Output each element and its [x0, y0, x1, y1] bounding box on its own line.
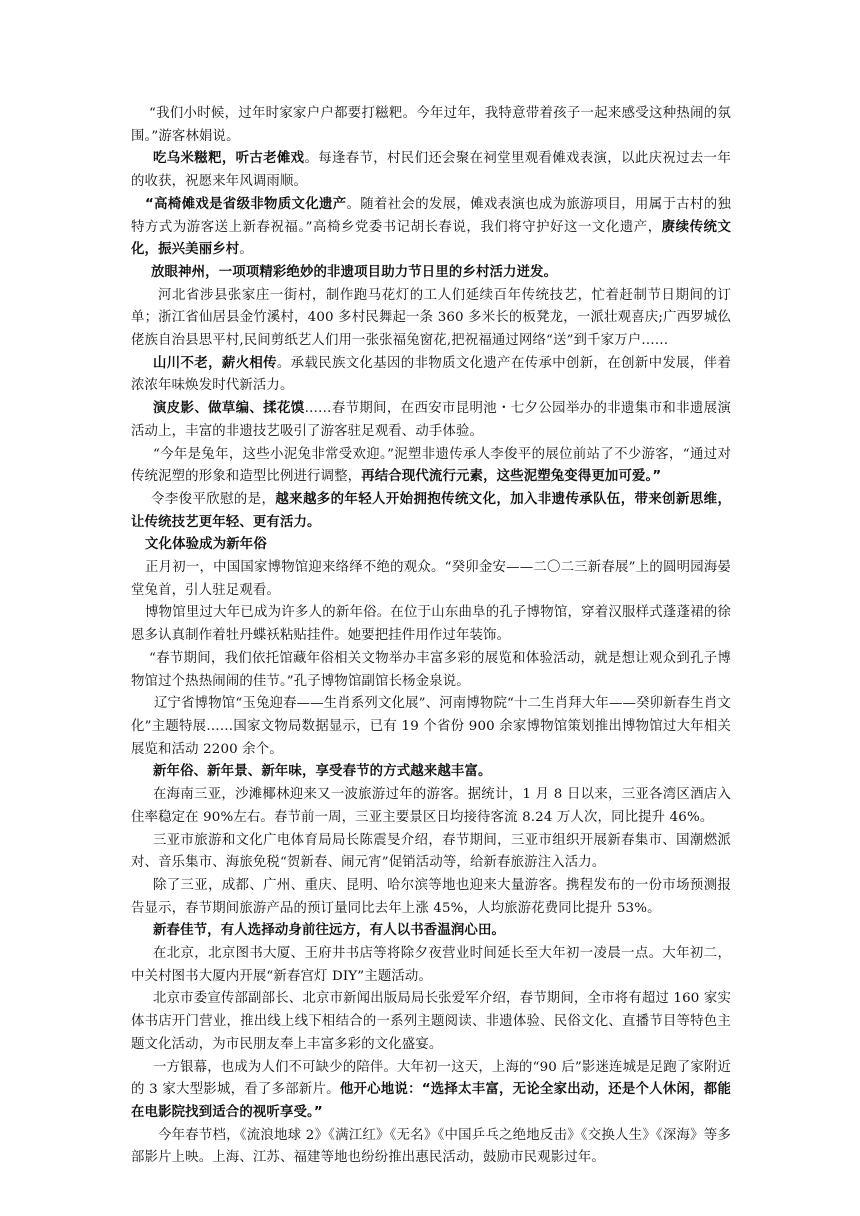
paragraph	[131, 534, 731, 557]
article-body	[131, 103, 731, 1170]
paragraph	[131, 262, 731, 285]
paragraph	[131, 148, 731, 193]
paragraph	[131, 398, 731, 443]
paragraph	[131, 103, 731, 148]
paragraph	[131, 444, 731, 489]
paragraph	[131, 761, 731, 784]
paragraph	[131, 489, 731, 534]
paragraph	[131, 285, 731, 353]
paragraph	[131, 1125, 731, 1170]
bold-text-run: 演皮影、做草编、揉花馍	[153, 401, 305, 417]
text-run: 。	[239, 242, 253, 258]
text-run: 正月初一，中国国家博物馆迎来络绎不绝的观众。“癸卯金安——二〇二三新春展”上的圆明园海晏堂兔首，引人驻足观看。	[131, 560, 731, 598]
bold-text-run: 新春佳节，有人选择动身前往远方，有人以书香温润心田。	[153, 923, 506, 939]
bold-text-run: 文化体验成为新年俗	[145, 537, 267, 553]
paragraph	[131, 353, 731, 398]
paragraph	[131, 1057, 731, 1125]
bold-text-run: 山川不老，薪火相传	[153, 355, 277, 371]
bold-text-run: 新年俗、新年景、新年味，享受春节的方式越来越丰富。	[153, 764, 492, 780]
text-run: 北京市委宣传部副部长、北京市新闻出版局局长张爱军介绍，春节期间，全市将有超过 160 家实体书店开门营业，推出线上线下相结合的一系列主题阅读、非遗体验、民俗文化、直播节目等特色主题文化活动，为市民朋友奉上丰富多彩的文化盛宴。	[131, 991, 731, 1052]
paragraph	[131, 194, 731, 262]
paragraph	[131, 557, 731, 602]
paragraph	[131, 648, 731, 693]
text-run: “我们小时候，过年时家家户户都要打糍粑。今年过年，我特意带着孩子一起来感受这种热闹的氛围。”游客林娟说。	[131, 106, 731, 144]
text-run: 今年春节档，《流浪地球 2》《满江红》《无名》《中国乒乓之绝地反击》《交换人生》《深海》等多部影片上映。上海、江苏、福建等地也纷纷推出惠民活动，鼓励市民观影过年。	[131, 1127, 731, 1166]
bold-text-run: 再结合现代流行元素，这些泥塑兔变得更加可爱。”	[361, 469, 662, 485]
paragraph	[131, 943, 731, 988]
paragraph	[131, 988, 731, 1056]
text-run: 。每逢春节，村民们还会聚在祠堂里观看傩戏表演，以此庆祝过去一年的收获，祝愿来年风调雨顺。	[131, 151, 731, 190]
text-run: 一方银幕，也成为人们不可缺少的陪伴。大年初一这天，上海的“90 后”影迷连城是足跑了家附近的 3 家大型影城，看了多部新片。	[131, 1059, 731, 1098]
text-run: 河北省涉县张家庄一街村，制作跑马花灯的工人们延续百年传统技艺，忙着赶制节日期间的订单；浙江省仙居县金竹溪村，400 多村民舞起一条 360 多米长的板凳龙，一派壮观喜庆;广西罗城仫佬族自治县思平村,民间剪纸艺人们用一张张福兔窗花,把祝福通过网络“送”到千家万户……	[131, 287, 731, 349]
text-run: 。承载民族文化基因的非物质文化遗产在传承中创新，在创新中发展，伴着浓浓年味焕发时代新活力。	[131, 355, 731, 394]
text-run: “春节期间，我们依托馆藏年俗相关文物举办丰富多彩的展览和体验活动，就是想让观众到孔子博物馆过个热热闹闹的佳节。”孔子博物馆副馆长杨金泉说。	[131, 650, 731, 689]
bold-text-run: “高椅傩戏是省级非物质文化遗产	[145, 196, 347, 212]
bold-text-run: 放眼神州，一项项精彩绝妙的非遗项目助力节日里的乡村活力迸发。	[151, 264, 558, 280]
text-run: 三亚市旅游和文化广电体育局局长陈震旻介绍，春节期间，三亚市组织开展新春集市、国潮燃派对、音乐集市、海旅免税“贺新春、闹元宵”促销活动等，给新春旅游注入活力。	[131, 832, 731, 871]
text-run: 在北京，北京图书大厦、王府井书店等将除夕夜营业时间延长至大年初一凌晨一点。大年初二，中关村图书大厦内开展“新春宫灯 DIY”主题活动。	[131, 946, 731, 984]
bold-text-run: 越来越多的年轻人开始拥抱传统文化，加入非遗传承队伍，带来创新思维，让传统技艺更年轻、更有活力。	[131, 491, 731, 530]
paragraph	[131, 693, 731, 761]
text-run: “今年是兔年，这些小泥兔非常受欢迎。”泥塑非遗传承人李俊平的展位前站了不少游客，“通过对传统泥塑的形象和造型比例进行调整，	[131, 446, 731, 485]
paragraph	[131, 875, 731, 920]
bold-text-run: 他开心地说：“选择太丰富，无论全家出动，还是个人休闲，都能在电影院找到适合的视听享受。”	[131, 1082, 731, 1120]
text-run: 除了三亚，成都、广州、重庆、昆明、哈尔滨等地也迎来大量游客。携程发布的一份市场预测报告显示，春节期间旅游产品的预订量同比去年上涨 45%，人均旅游花费同比提升 53%。	[131, 877, 731, 916]
paragraph	[131, 602, 731, 647]
text-run: 。随着社会的发展，傩戏表演也成为旅游项目，用属于古村的独特方式为游客送上新春祝福。”高椅乡党委书记胡长春说，我们将守护好这一文化遗产，	[131, 196, 731, 235]
bold-text-run: 赓续传统文化，振兴美丽乡村	[131, 219, 731, 258]
text-run: ……春节期间，在西安市昆明池・七夕公园举办的非遗集市和非遗展演活动上，丰富的非遗技艺吸引了游客驻足观看、动手体验。	[131, 401, 731, 439]
text-run: 博物馆里过大年已成为许多人的新年俗。在位于山东曲阜的孔子博物馆，穿着汉服样式蓬蓬裙的徐恩多认真制作着牡丹蝶袄粘贴挂件。她要把挂件用作过年装饰。	[131, 605, 731, 644]
paragraph	[131, 830, 731, 875]
paragraph	[131, 784, 731, 829]
text-run: 辽宁省博物馆“玉兔迎春——生肖系列文化展”、河南博物院“十二生肖拜大年——癸卯新春生肖文化”主题特展……国家文物局数据显示，已有 19 个省份 900 余家博物馆策划推出博物馆过大年相关展览和活动 2200 余个。	[131, 696, 731, 757]
text-run: 在海南三亚，沙滩椰林迎来又一波旅游过年的游客。据统计，1 月 8 日以来，三亚各湾区酒店入住率稳定在 90%左右。春节前一周，三亚主要景区日均接待客流 8.24 万人次，同比提升 46%。	[131, 787, 731, 825]
text-run: 令李俊平欣慰的是，	[151, 491, 276, 507]
bold-text-run: 吃乌米糍粑，听古老傩戏	[153, 151, 305, 167]
paragraph	[131, 920, 731, 943]
